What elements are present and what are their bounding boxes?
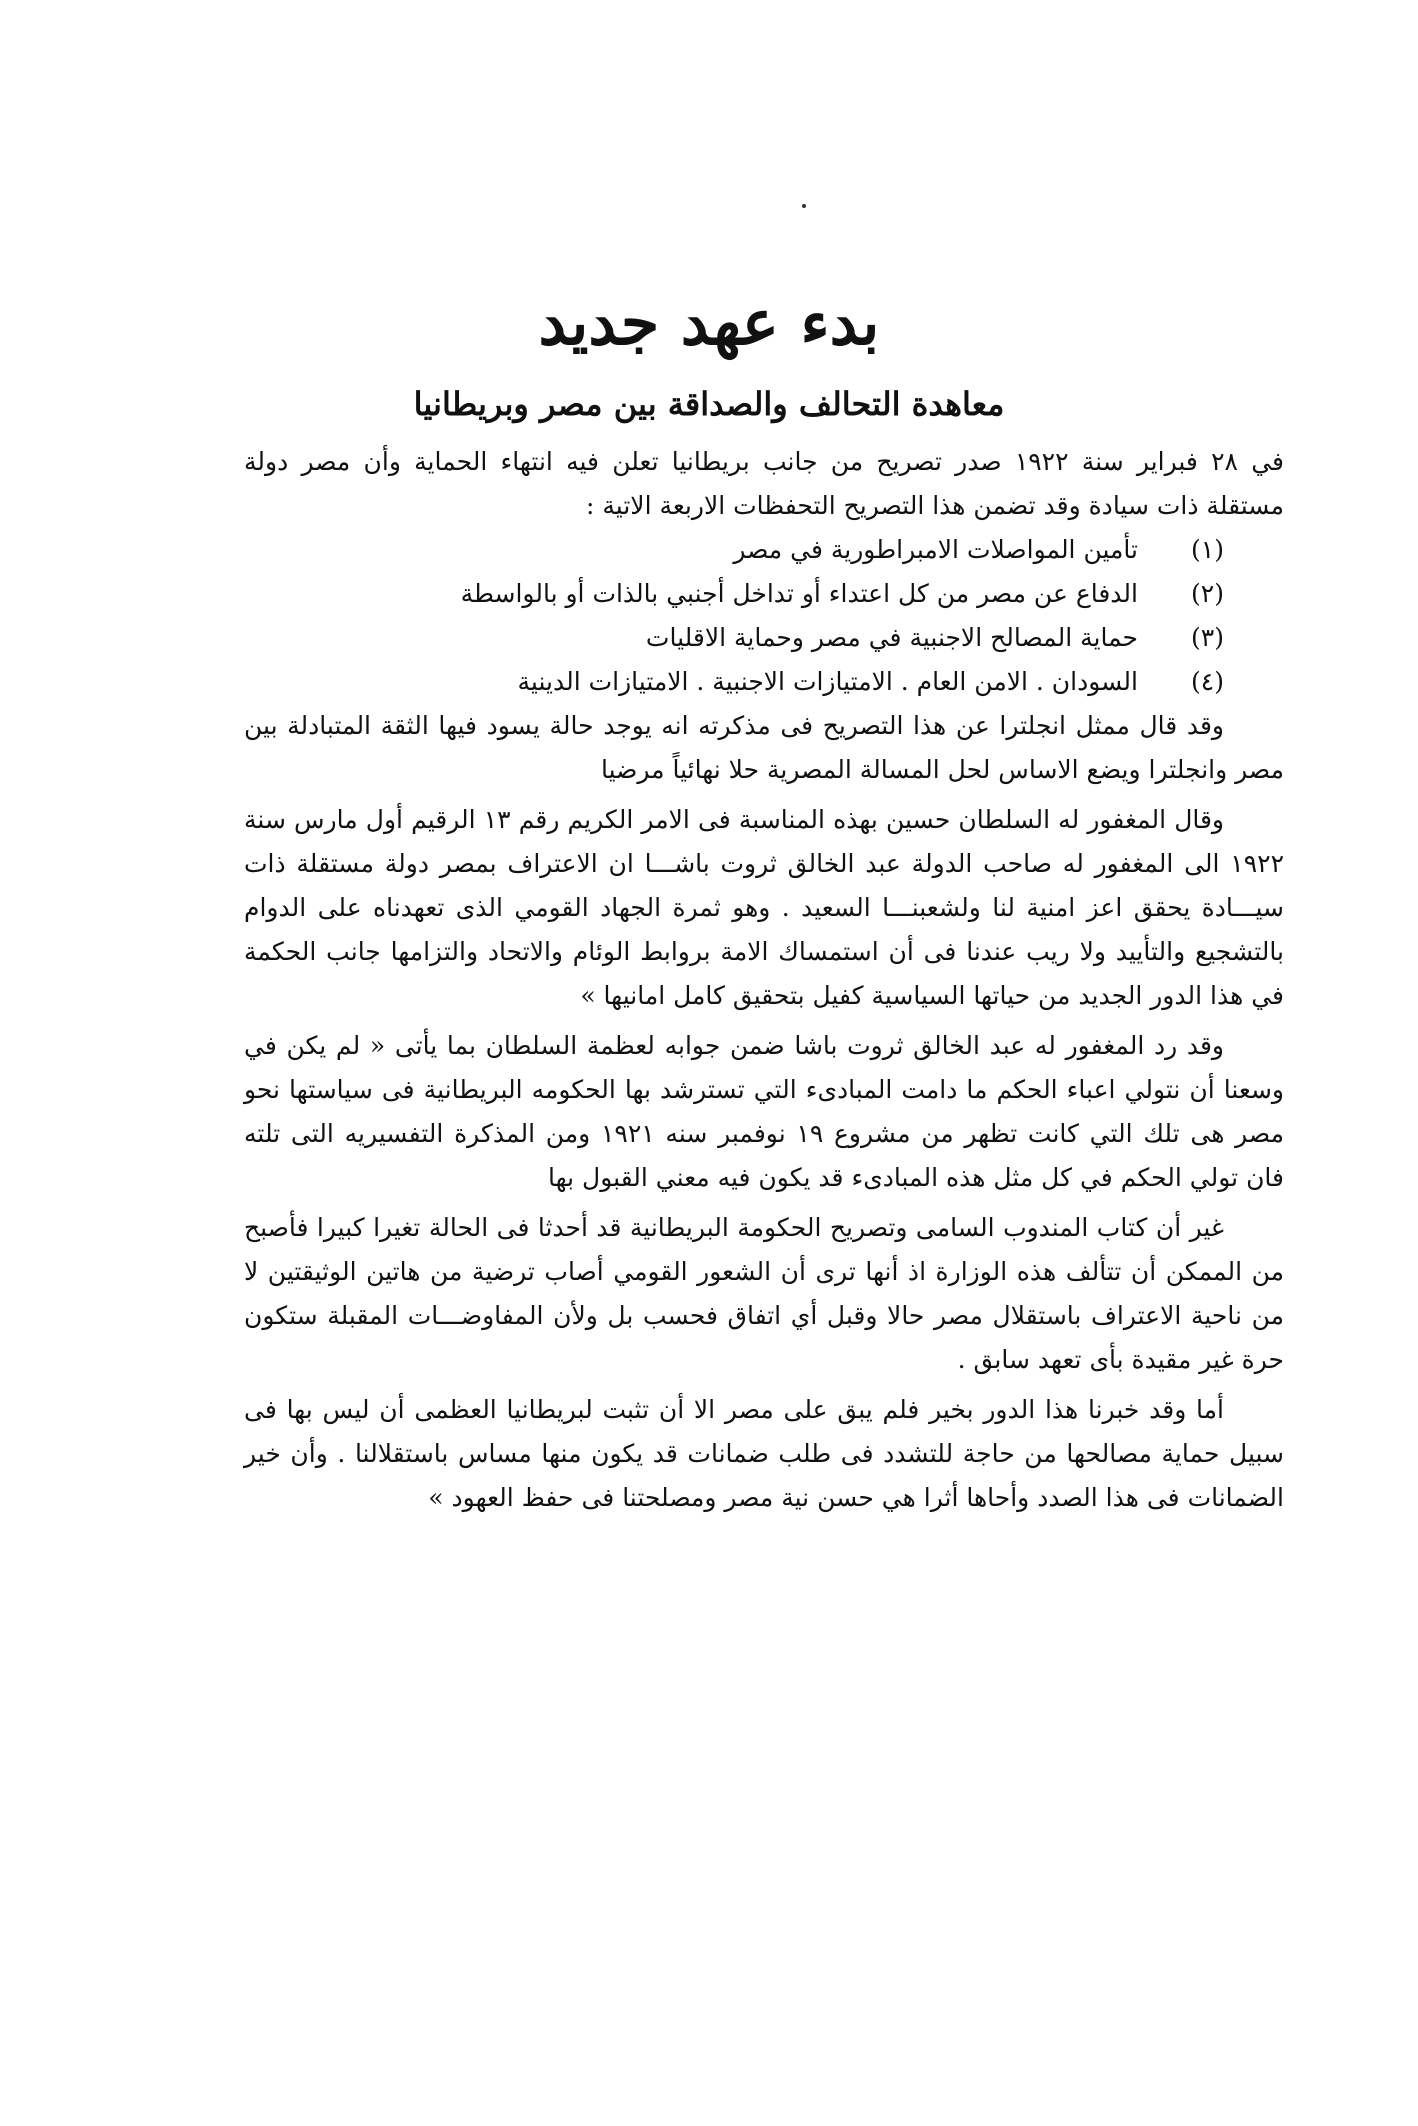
list-item bbox=[244, 660, 1224, 704]
page-subtitle: معاهدة التحالف والصداقة بين مصر وبريطانيا bbox=[413, 384, 1005, 423]
page-mark bbox=[802, 204, 806, 208]
body-paragraph: وقد رد المغفور له عبد الخالق ثروت باشا ضمن جوابه لعظمة السلطان بما يأتى « لم يكن في وسعنا أن نتولي اعباء الحكم ما دامت المبادىء التي تسترشد بها الحكومه البريطانية فى سياستها نحو مصر هى تلك التي كانت تظهر من مشروع ١٩ نوفمبر سنه ١٩٢١ ومن المذكرة التفسيريه التى تلته فان تولي الحكم في كل مثل هذه المبادىء قد يكون فيه معني القبول بها bbox=[244, 1031, 1284, 1192]
list-item-text: الدفاع عن مصر من كل اعتداء أو تداخل أجنبي بالذات أو بالواسطة bbox=[460, 579, 1138, 608]
list-item bbox=[244, 616, 1224, 660]
page-title: بدء عهد جديد bbox=[538, 285, 880, 359]
reservations-list bbox=[244, 528, 1284, 704]
list-item-text: تأمين المواصلات الامبراطورية في مصر bbox=[733, 535, 1138, 564]
list-item bbox=[244, 528, 1224, 572]
body-paragraph: وقال المغفور له السلطان حسين بهذه المناسبة فى الامر الكريم رقم ١٣ الرقيم أول مارس سنة ١٩٢٢ الى المغفور له صاحب الدولة عبد الخالق ثروت باشـــا ان الاعتراف بمصر دولة مستقلة ذات سيـــادة يحقق اعز امنية لنا ولشعبنـــا السعيد . وهو ثمرة الجهاد القومي الذى تعهدناه على الدوام بالتشجيع والتأييد ولا ريب عندنا فى أن استمساك الامة بروابط الوئام والاتحاد والتزامها جانب الحكمة في هذا الدور الجديد من حياتها السياسية كفيل بتحقيق كامل امانيها » bbox=[244, 805, 1284, 1010]
list-item-text: حماية المصالح الاجنبية في مصر وحماية الاقليات bbox=[645, 623, 1138, 652]
document-body bbox=[244, 440, 1284, 1520]
body-paragraph: غير أن كتاب المندوب السامى وتصريح الحكومة البريطانية قد أحدثا فى الحالة تغيرا كبيرا فأصبح من الممكن أن تتألف هذه الوزارة اذ أنها ترى أن الشعور القومي أصاب ترضية من هاتين الوثيقتين لا من ناحية الاعتراف باستقلال مصر حالا وقبل أي اتفاق فحسب بل ولأن المفاوضـــات المقبلة ستكون حرة غير مقيدة بأى تعهد سابق . bbox=[244, 1213, 1284, 1374]
list-item-number: (٣) bbox=[1191, 623, 1224, 652]
list-item-number: (١) bbox=[1191, 535, 1224, 564]
intro-paragraph: في ٢٨ فبراير سنة ١٩٢٢ صدر تصريح من جانب بريطانيا تعلن فيه انتهاء الحماية وأن مصر دولة مستقلة ذات سيادة وقد تضمن هذا التصريح التحفظات الاربعة الاتية : bbox=[244, 447, 1284, 520]
body-paragraph: وقد قال ممثل انجلترا عن هذا التصريح فى مذكرته انه يوجد حالة يسود فيها الثقة المتبادلة بين مصر وانجلترا ويضع الاساس لحل المسالة المصرية حلا نهائياً مرضيا bbox=[244, 711, 1284, 784]
list-item-number: (٢) bbox=[1191, 579, 1224, 608]
body-paragraph: أما وقد خبرنا هذا الدور بخير فلم يبق على مصر الا أن تثبت لبريطانيا العظمى أن ليس بها فى سبيل حماية مصالحها من حاجة للتشدد فى طلب ضمانات قد يكون منها مساس باستقلالنا . وأن خير الضمانات فى هذا الصدد وأحاها أثرا هي حسن نية مصر ومصلحتنا فى حفظ العهود » bbox=[244, 1395, 1284, 1512]
list-item-text: السودان . الامن العام . الامتيازات الاجنبية . الامتيازات الدينية bbox=[517, 667, 1138, 696]
list-item bbox=[244, 572, 1224, 616]
list-item-number: (٤) bbox=[1191, 667, 1224, 696]
